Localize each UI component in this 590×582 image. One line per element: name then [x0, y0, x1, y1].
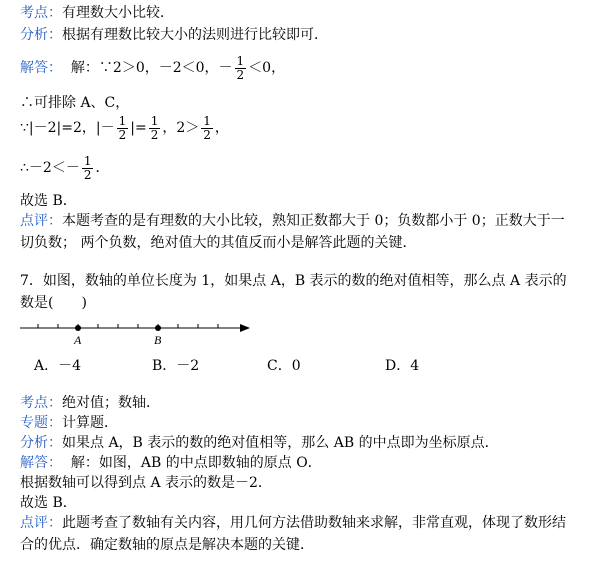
jieda-label: 解答：: [20, 60, 62, 76]
kaodian-text: 绝对值；数轴．: [62, 395, 160, 411]
ticks: [38, 324, 218, 328]
jieda-text: 解：如图，AB 的中点即数轴的原点 O．: [70, 455, 322, 471]
q7-kaodian: [20, 394, 160, 412]
abs-part-a: ∵|－2|=2，|－: [20, 120, 115, 136]
point-a-dot: [75, 325, 81, 331]
fraction-half: $\frac{1}{2}$: [203, 113, 211, 142]
option-d: D．4: [385, 358, 420, 374]
dianping-label: 点评：: [20, 515, 62, 531]
jieda-pre: 解：∵2＞0，－2＜0，－: [70, 60, 233, 76]
conclusion-post: ．: [95, 160, 110, 176]
fraction-half: $\frac{1}{2}$: [83, 153, 92, 182]
jieda-label: 解答：: [20, 455, 62, 471]
dianping-text: 此题考查了数轴有关内容，用几何方法借助数轴来求解，非常直观，体现了数形结合的优点．确定数轴的原点是解决本题的关键．: [20, 515, 566, 553]
abs-part-b: |=: [130, 120, 147, 136]
kaodian-label: 考点：: [20, 5, 62, 21]
option-c: C．0: [267, 358, 301, 374]
q6-exclude: [20, 94, 129, 112]
choose-text: 故选 B．: [20, 495, 77, 511]
question-text: 7．如图，数轴的单位长度为 1，如果点 A，B 表示的数的绝对值相等，那么点 A 表示的数是( ): [20, 273, 567, 311]
fenxi-label: 分析：: [20, 435, 62, 451]
fenxi-label: 分析：: [20, 27, 62, 43]
option-b: B．－2: [152, 358, 200, 374]
exclude-text: ∴可排除 A、C，: [20, 95, 130, 111]
number-line: [20, 318, 250, 348]
zhuanti-text: 计算题．: [62, 415, 118, 431]
q6-kaodian: [20, 4, 174, 22]
dianping-label: 点评：: [20, 213, 62, 229]
kaodian-label: 考点：: [20, 395, 62, 411]
q6-choose: [20, 192, 77, 210]
q7-derive: [20, 474, 272, 492]
q7-zhuanti: [20, 414, 118, 432]
point-a-label: A: [74, 333, 82, 347]
abs-part-c: ，2＞: [162, 120, 200, 136]
q6-abs-compare: [20, 114, 229, 142]
q7-jieda: [20, 454, 322, 472]
q7-question: [20, 270, 576, 314]
q6-fenxi: [20, 26, 328, 44]
q7-fenxi: [20, 434, 499, 452]
choose-text: 故选 B．: [20, 193, 77, 209]
option-a: A．－4: [34, 358, 82, 374]
zhuanti-label: 专题：: [20, 415, 62, 431]
fenxi-text: 如果点 A，B 表示的数的绝对值相等，那么 AB 的中点即为坐标原点．: [62, 435, 499, 451]
point-b-dot: [155, 325, 161, 331]
fraction-half: $\frac{1}{2}$: [118, 113, 127, 142]
conclusion-pre: ∴－2＜－: [20, 160, 80, 176]
fraction-half: $\frac{1}{2}$: [236, 53, 245, 82]
point-b-label: B: [154, 333, 162, 347]
q7-choose: [20, 494, 77, 512]
arrow-head: [240, 324, 250, 332]
q7-dianping: [20, 512, 576, 556]
q6-jieda: [20, 54, 285, 82]
fenxi-text: 根据有理数比较大小的法则进行比较即可．: [62, 27, 328, 43]
jieda-post: ＜0，: [248, 60, 286, 76]
abs-part-d: ，: [214, 120, 229, 136]
q6-conclusion: [20, 154, 109, 182]
dianping-text: 本题考查的是有理数的大小比较，熟知正数都大于 0；负数都小于 0；正数大于一切负数； 两个负数，绝对值大的其值反而小是解答此题的关键．: [20, 213, 565, 251]
derive-text: 根据数轴可以得到点 A 表示的数是－2．: [20, 475, 272, 491]
kaodian-text: 有理数大小比较．: [62, 5, 174, 21]
fraction-half: $\frac{1}{2}$: [150, 113, 159, 142]
q6-dianping: [20, 210, 576, 254]
